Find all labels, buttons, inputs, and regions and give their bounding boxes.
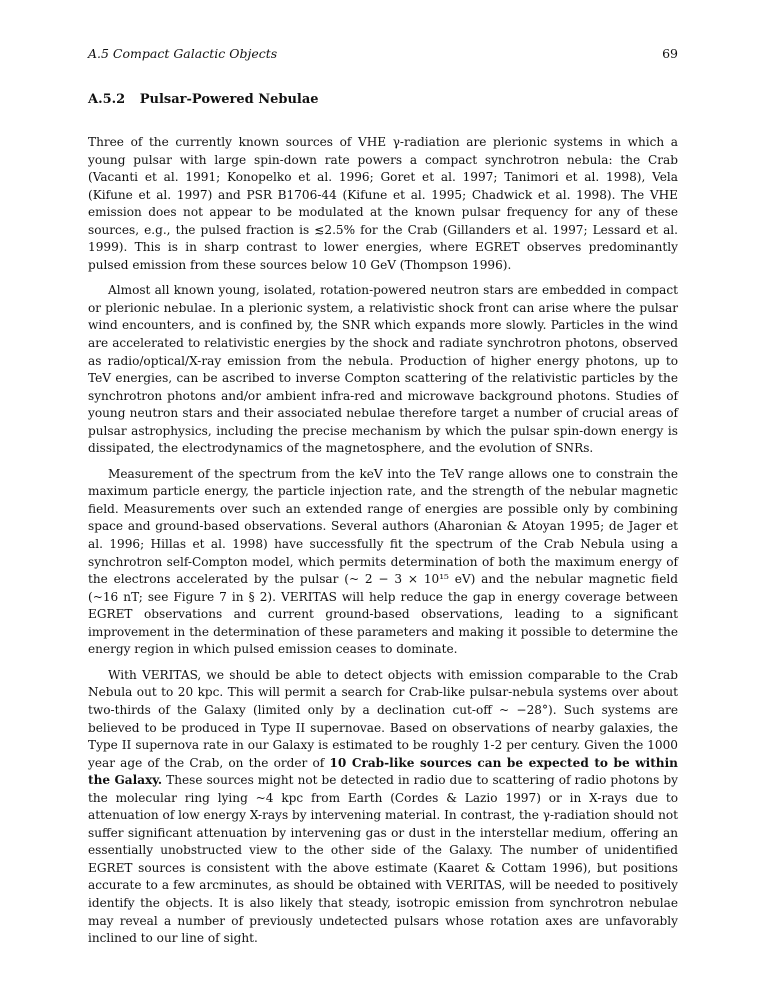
paragraph-veritas-after: These sources might not be detected in radio due to scattering of radio photons by the molecular ring lying ~4 kpc from Earth (Cordes & Lazio 1997) or in X-rays due to attenuation of low energy X-rays by intervening material. In contrast, the γ-radiation should not suffer significant attenuation by intervening gas or dust in the interstellar medium, offering an essentially unobstructed view to the other side of the Galaxy. The number of unidentified EGRET sources is consistent with the above estimate (Kaaret & Cottam 1996), but positions accurate to a few arcminutes, as should be obtained with VERITAS, will be needed to positively identify the objects. It is also likely that steady, isotropic emission from synchrotron nebulae may reveal a number of previously undetected pulsars whose rotation axes are unfavorably inclined to our line of sight.: [88, 773, 678, 946]
paragraph-spectrum: Measurement of the spectrum from the keV into the TeV range allows one to constrain the maximum particle energy, the particle injection rate, and the strength of the nebular magnetic field. Measurements over such an extended range of energies are possible only by combining space and ground-based observations. Several authors (Aharonian & Atoyan 1995; de Jager et al. 1996; Hillas et al. 1998) have successfully fit the spectrum of the Crab Nebula using a synchrotron self-Compton model, which permits determination of both the maximum energy of the electrons accelerated by the pulsar (~ 2 − 3 × 10¹⁵ eV) and the nebular magnetic field (~16 nT; see Figure 7 in § 2). VERITAS will help reduce the gap in energy coverage between EGRET observations and current ground-based observations, leading to a significant improvement in the determination of these parameters and making it possible to determine the energy region in which pulsed emission ceases to dominate.: [88, 466, 678, 657]
running-head-section-title: A.5 Compact Galactic Objects: [88, 46, 278, 61]
running-head: [88, 46, 678, 61]
page-number: 69: [662, 46, 678, 61]
section-heading: [88, 92, 319, 107]
paragraph-intro: Three of the currently known sources of VHE γ-radiation are plerionic systems in which a young pulsar with large spin-down rate powers a compact synchrotron nebula: the Crab (Vacanti et al. 1991; Konopelko et al. 1996; Goret et al. 1997; Tanimori et al. 1998), Vela (Kifune et al. 1997) and PSR B1706-44 (Kifune et al. 1995; Chadwick et al. 1998). The VHE emission does not appear to be modulated at the known pulsar frequency for any of these sources, e.g., the pulsed fraction is ≲2.5% for the Crab (Gillanders et al. 1997; Lessard et al. 1999). This is in sharp contrast to lower energies, where EGRET observes predominantly pulsed emission from these sources below 10 GeV (Thompson 1996).: [88, 135, 678, 272]
paragraph-veritas-emphasis: 10 Crab-like sources can be expected to be within the Galaxy.: [88, 755, 678, 788]
paragraph-veritas-before: With VERITAS, we should be able to detect objects with emission comparable to the Crab Nebula out to 20 kpc. This will permit a search for Crab-like pulsar-nebula systems over about two-thirds of the Galaxy (limited only by a declination cut-off ~ −28°). Such systems are believed to be produced in Type II supernovae. Based on observations of nearby galaxies, the Type II supernova rate in our Galaxy is estimated to be roughly 1-2 per century. Given the 1000 year age of the Crab, on the order of: [88, 667, 678, 770]
paragraph-veritas: [88, 667, 678, 948]
paragraph-neutron-stars: Almost all known young, isolated, rotation-powered neutron stars are embedded in compact or plerionic nebulae. In a plerionic system, a relativistic shock front can arise where the pulsar wind encounters, and is confined by, the SNR which expands more slowly. Particles in the wind are accelerated to relativistic energies by the shock and radiate synchrotron photons, observed as radio/optical/X-ray emission from the nebula. Production of higher energy photons, up to TeV energies, can be ascribed to inverse Compton scattering of the relativistic particles by the synchrotron photons and/or ambient infra-red and microwave background photons. Studies of young neutron stars and their associated nebulae therefore target a number of crucial areas of pulsar astrophysics, including the precise mechanism by which the pulsar spin-down energy is dissipated, the electrodynamics of the magnetosphere, and the evolution of SNRs.: [88, 283, 678, 456]
section-number: A.5.2: [88, 92, 126, 107]
body-text: [88, 134, 678, 956]
section-title: Pulsar-Powered Nebulae: [139, 92, 319, 107]
